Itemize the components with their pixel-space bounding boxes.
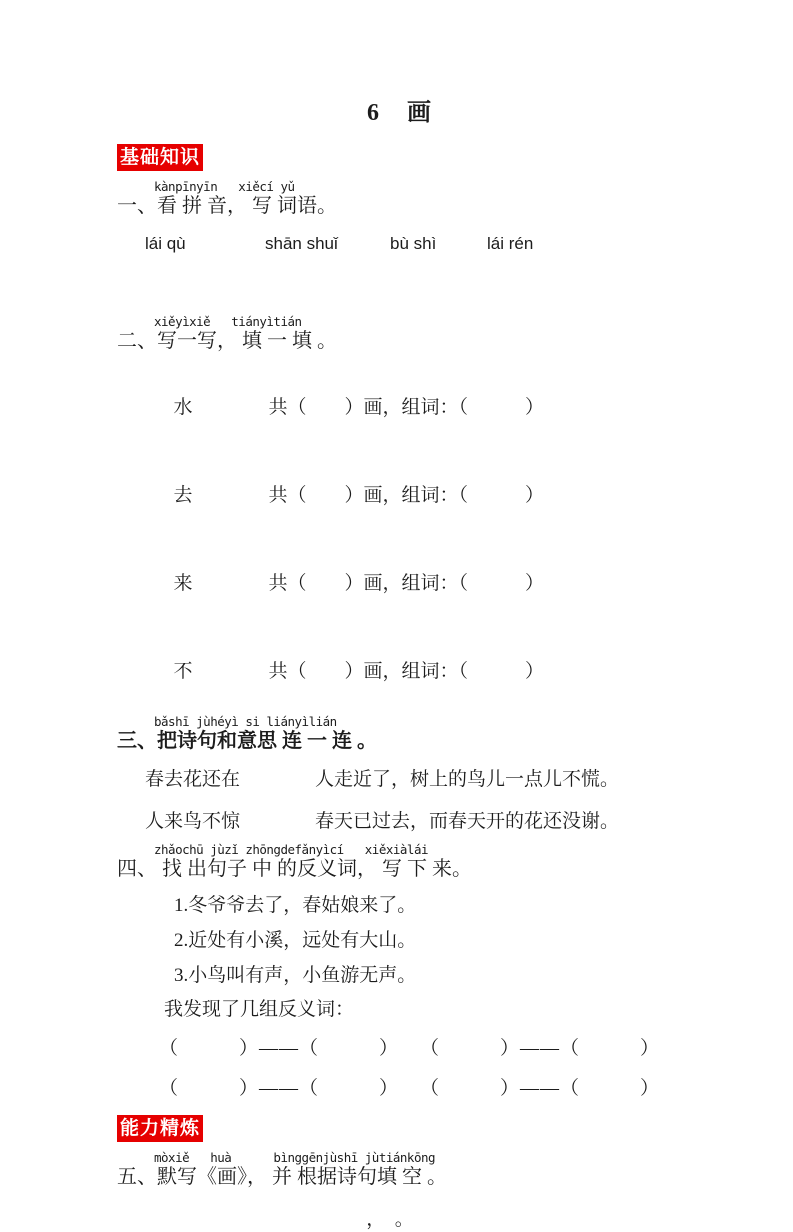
stroke-row-blank: 共（ ）画，组词：（ ） — [268, 397, 545, 418]
section2-header — [117, 315, 703, 354]
stroke-count-row — [145, 373, 703, 442]
antonym-blank-row: （ ）——（ ） （ ）——（ ） — [159, 1038, 661, 1059]
section3-matching-pairs — [117, 768, 703, 834]
stroke-count-row — [145, 637, 703, 706]
antonym-note: 我发现了几组反义词： — [164, 999, 355, 1020]
sentence-item: 3.小鸟叫有声，小鱼游无声。 — [174, 965, 417, 986]
stroke-count-row — [145, 461, 703, 530]
section2-pinyin: xiěyìxiě tiányìtián — [154, 314, 302, 329]
section5-header — [117, 1151, 703, 1190]
badge-basic-knowledge-wrap — [117, 128, 703, 171]
answer-writing-space — [117, 256, 703, 306]
stroke-row-blank: 共（ ）画，组词：（ ） — [268, 573, 545, 594]
stroke-row-blank: 共（ ）画，组词：（ ） — [268, 661, 545, 682]
pinyin-word: lái rén — [487, 234, 534, 253]
section-badge-ability-practice: 能力精炼 — [117, 1115, 203, 1142]
poem-line: 春去花还在 — [145, 769, 241, 790]
section4-sentence-list — [117, 895, 703, 1101]
section3-pinyin: bǎshī jùhéyì si liányìlián — [154, 714, 337, 729]
section5-heading: 五、默写《画》， 并 根据诗句填 空 。 — [117, 1166, 447, 1188]
pinyin-word: shān shuǐ — [265, 234, 338, 253]
section4-heading: 四、 找 出句子 中 的反义词， 写 下 来。 — [117, 858, 472, 880]
sentence-item: 1.冬爷爷去了，春姑娘来了。 — [174, 895, 417, 916]
section-badge-basic-knowledge: 基础知识 — [117, 144, 203, 171]
page-title: 6 画 — [367, 100, 433, 126]
section3-header — [117, 715, 703, 754]
meaning-text: 人走近了，树上的鸟儿一点儿不慌。 — [315, 769, 620, 790]
sentence-item: 2.近处有小溪，远处有大山。 — [174, 930, 417, 951]
matching-pair-row — [145, 768, 703, 792]
section1-pinyin-word-row — [145, 232, 703, 256]
stroke-count-row — [145, 549, 703, 618]
stroke-row-blank: 共（ ）画，组词：（ ） — [268, 485, 545, 506]
section1-pinyin: kànpīnyīn xiěcí yǔ — [154, 179, 295, 194]
poem-line: 人来鸟不惊 — [145, 811, 241, 832]
section1-heading: 一、看 拼 音， 写 词语。 — [117, 195, 337, 217]
section2-heading: 二、写一写， 填 一 填 。 — [117, 330, 337, 352]
section5-pinyin: mòxiě huà bìnggēnjùshī jùtiánkōng — [154, 1150, 436, 1165]
section3-heading: 三、把诗句和意思 连 一 连 。 — [117, 730, 377, 752]
pinyin-word: lái qù — [145, 234, 186, 253]
section1-header — [117, 180, 703, 219]
poem-answer-punctuation-line: ， 。 — [366, 1209, 414, 1230]
target-character: 水 — [173, 397, 193, 418]
target-character: 去 — [173, 485, 193, 506]
meaning-text: 春天已过去，而春天开的花还没谢。 — [315, 811, 620, 832]
matching-pair-row — [145, 810, 703, 834]
section4-header — [117, 843, 703, 882]
target-character: 来 — [173, 573, 193, 594]
target-character: 不 — [173, 661, 193, 682]
antonym-blank-row: （ ）——（ ） （ ）——（ ） — [159, 1078, 661, 1099]
pinyin-word: bù shì — [390, 234, 437, 253]
section4-pinyin: zhǎochū jùzǐ zhōngdefǎnyìcí xiěxiàlái — [154, 842, 428, 857]
section2-rows — [117, 373, 703, 706]
